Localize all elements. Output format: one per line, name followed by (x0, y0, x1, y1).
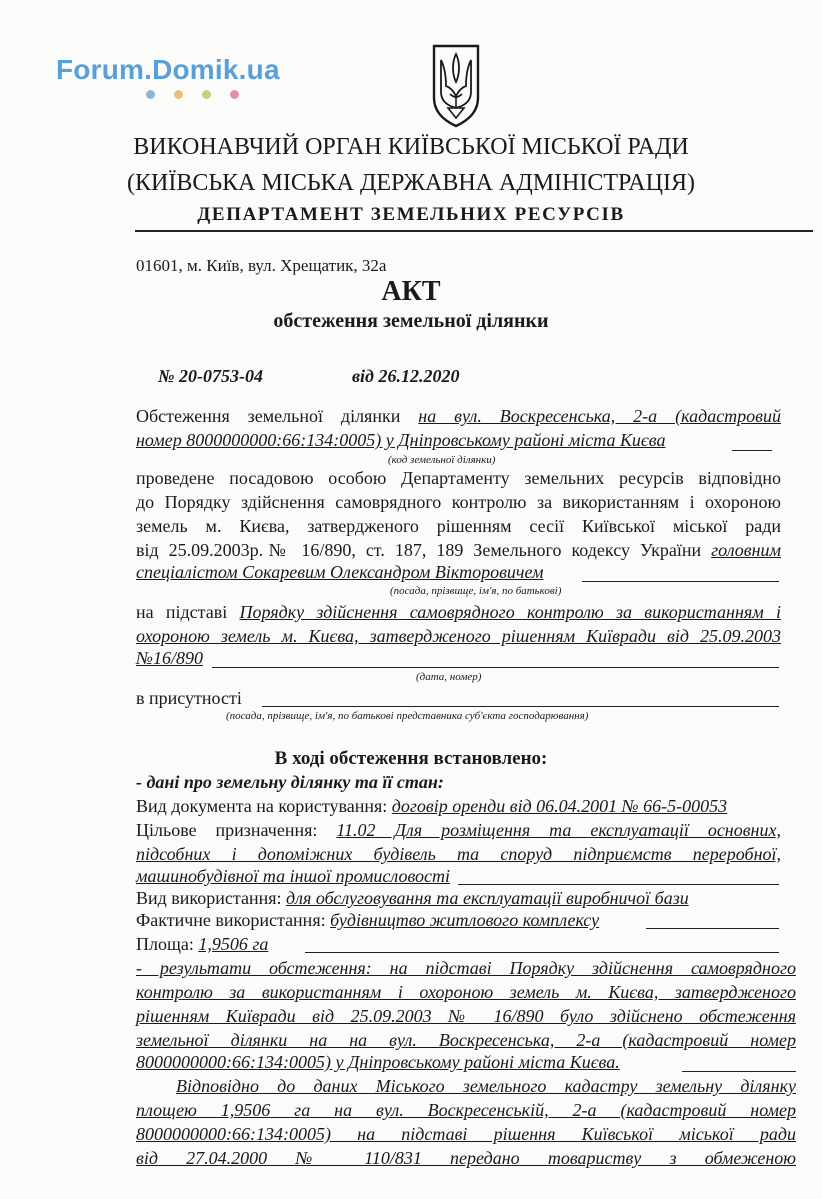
header-rule (135, 230, 813, 232)
watermark-dots (146, 90, 246, 100)
fill-line (682, 1071, 796, 1072)
intro-line (136, 406, 781, 427)
coat-of-arms-icon (430, 44, 482, 128)
header-administration: (КИЇВСЬКА МІСЬКА ДЕРЖАВНА АДМІНІСТРАЦІЯ) (127, 170, 695, 196)
actual-use-label: Фактичне використання: (136, 910, 331, 930)
purpose-label: Цільове призначення: (136, 820, 337, 840)
use-value: для обслуговування та експлуатації виробничої бази (286, 888, 689, 908)
basis-number: №16/890 (136, 648, 203, 668)
results-paragraph-line: площею 1,9506 га на вул. Воскресенській, 2-а (кадастровий номер (136, 1100, 796, 1120)
act-date: від 26.12.2020 (352, 366, 460, 386)
doc-type-value: договір оренди від 06.04.2001 № 66-5-00053 (391, 796, 728, 816)
header-organ: ВИКОНАВЧИЙ ОРГАН КИЇВСЬКОЇ МІСЬКОЇ РАДИ (133, 134, 689, 160)
inspector-position: головним (711, 540, 781, 560)
intro-line: до Порядку здійснення самоврядного контролю за використанням і охороною (136, 492, 781, 512)
document-subtitle: обстеження земельної ділянки (273, 310, 549, 332)
header-department: ДЕПАРТАМЕНТ ЗЕМЕЛЬНИХ РЕСУРСІВ (197, 204, 625, 225)
document-title: АКТ (381, 276, 441, 307)
watermark-dot (146, 90, 155, 99)
basis-line (136, 648, 781, 669)
plot-cadastral: номер 8000000000:66:134:0005) у Дніпровському районі міста Києва (136, 430, 666, 450)
watermark-dot (202, 90, 211, 99)
actual-use-value: будівництво житлового комплексу (330, 910, 600, 930)
results-line: рішенням Київради від 25.09.2003 № 16/890 було здійснено обстеження (136, 1006, 796, 1026)
results-line: 8000000000:66:134:0005) у Дніпровському районі міста Києва. (136, 1052, 620, 1072)
area-value: 1,9506 га (198, 934, 269, 954)
results-line: контролю за використанням і охороною земель м. Києва, затвердженого (136, 982, 796, 1002)
fill-line (305, 952, 779, 953)
inspector-name: спеціалістом Сокаревим Олександром Вікторовичем (136, 562, 544, 582)
area-label: Площа: (136, 934, 199, 954)
fill-line (582, 581, 779, 582)
fill-line (646, 928, 779, 929)
fill-line (732, 450, 772, 451)
use-row (136, 888, 781, 909)
results-line: - результати обстеження: на підставі Порядку здійснення самоврядного (136, 958, 796, 978)
intro-line (136, 430, 781, 451)
fill-line (212, 667, 779, 668)
watermark-dot (230, 90, 239, 99)
address: 01601, м. Київ, вул. Хрещатик, 32а (136, 256, 387, 275)
intro-line (136, 562, 781, 583)
results-paragraph-line: Відповідно до даних Міського земельного кадастру земельну ділянку (176, 1076, 796, 1096)
caption-code: (код земельної ділянки) (388, 454, 496, 466)
fill-line (262, 706, 779, 707)
purpose-value: 11.02 Для розміщення та експлуатації основних, (336, 820, 781, 840)
purpose-row (136, 820, 781, 841)
caption-person: (посада, прізвище, ім'я, по батькові) (390, 585, 562, 597)
purpose-value: підсобних і допоміжних будівель та споруд підприємств переробної, (136, 844, 781, 864)
results-paragraph-line: від 27.04.2000 № 110/831 передано товариству з обмеженою (136, 1148, 796, 1168)
fill-line (458, 884, 779, 885)
caption-date: (дата, номер) (416, 671, 482, 683)
watermark-logo: Forum.Domik.ua (56, 54, 280, 85)
basis-document: Порядку здійснення самоврядного контролю за використанням і (239, 602, 781, 622)
plot-location: на вул. Воскресенська, 2-а (кадастровий (418, 406, 781, 426)
results-paragraph-line: 8000000000:66:134:0005) на підставі рішення Київської міської ради (136, 1124, 796, 1144)
basis-document: охороною земель м. Києва, затвердженого рішенням Київради від 25.09.2003 (136, 626, 781, 646)
findings-heading: В ході обстеження встановлено: (274, 748, 548, 769)
purpose-row (136, 844, 781, 865)
caption-presence: (посада, прізвище, ім'я, по батькові представника суб'єкта господарювання) (226, 710, 589, 722)
purpose-value: машинобудівної та іншої промисловості (136, 866, 451, 886)
use-label: Вид використання: (136, 888, 287, 908)
findings-subheading: - дані про земельну ділянку та її стан: (136, 772, 444, 792)
act-number: № 20-0753-04 (158, 366, 263, 386)
basis-line (136, 626, 781, 647)
intro-line: земель м. Києва, затвердженого рішенням сесії Київської міської ради (136, 516, 781, 536)
intro-text: Обстеження земельної ділянки (136, 406, 419, 426)
intro-line (136, 540, 781, 561)
results-line: земельної ділянки на на вул. Воскресенська, 2-а (кадастровий номер (136, 1030, 796, 1050)
doc-type-row (136, 796, 781, 817)
intro-line: проведене посадовою особою Департаменту земельних ресурсів відповідно (136, 468, 781, 488)
basis-label: на підставі (136, 602, 240, 622)
basis-line (136, 602, 781, 623)
intro-text: від 25.09.2003р.№ 16/890, ст. 187, 189 Земельного кодексу України (136, 540, 712, 560)
doc-type-label: Вид документа на користування: (136, 796, 392, 816)
watermark-dot (174, 90, 183, 99)
presence-label: в присутності (136, 688, 242, 708)
